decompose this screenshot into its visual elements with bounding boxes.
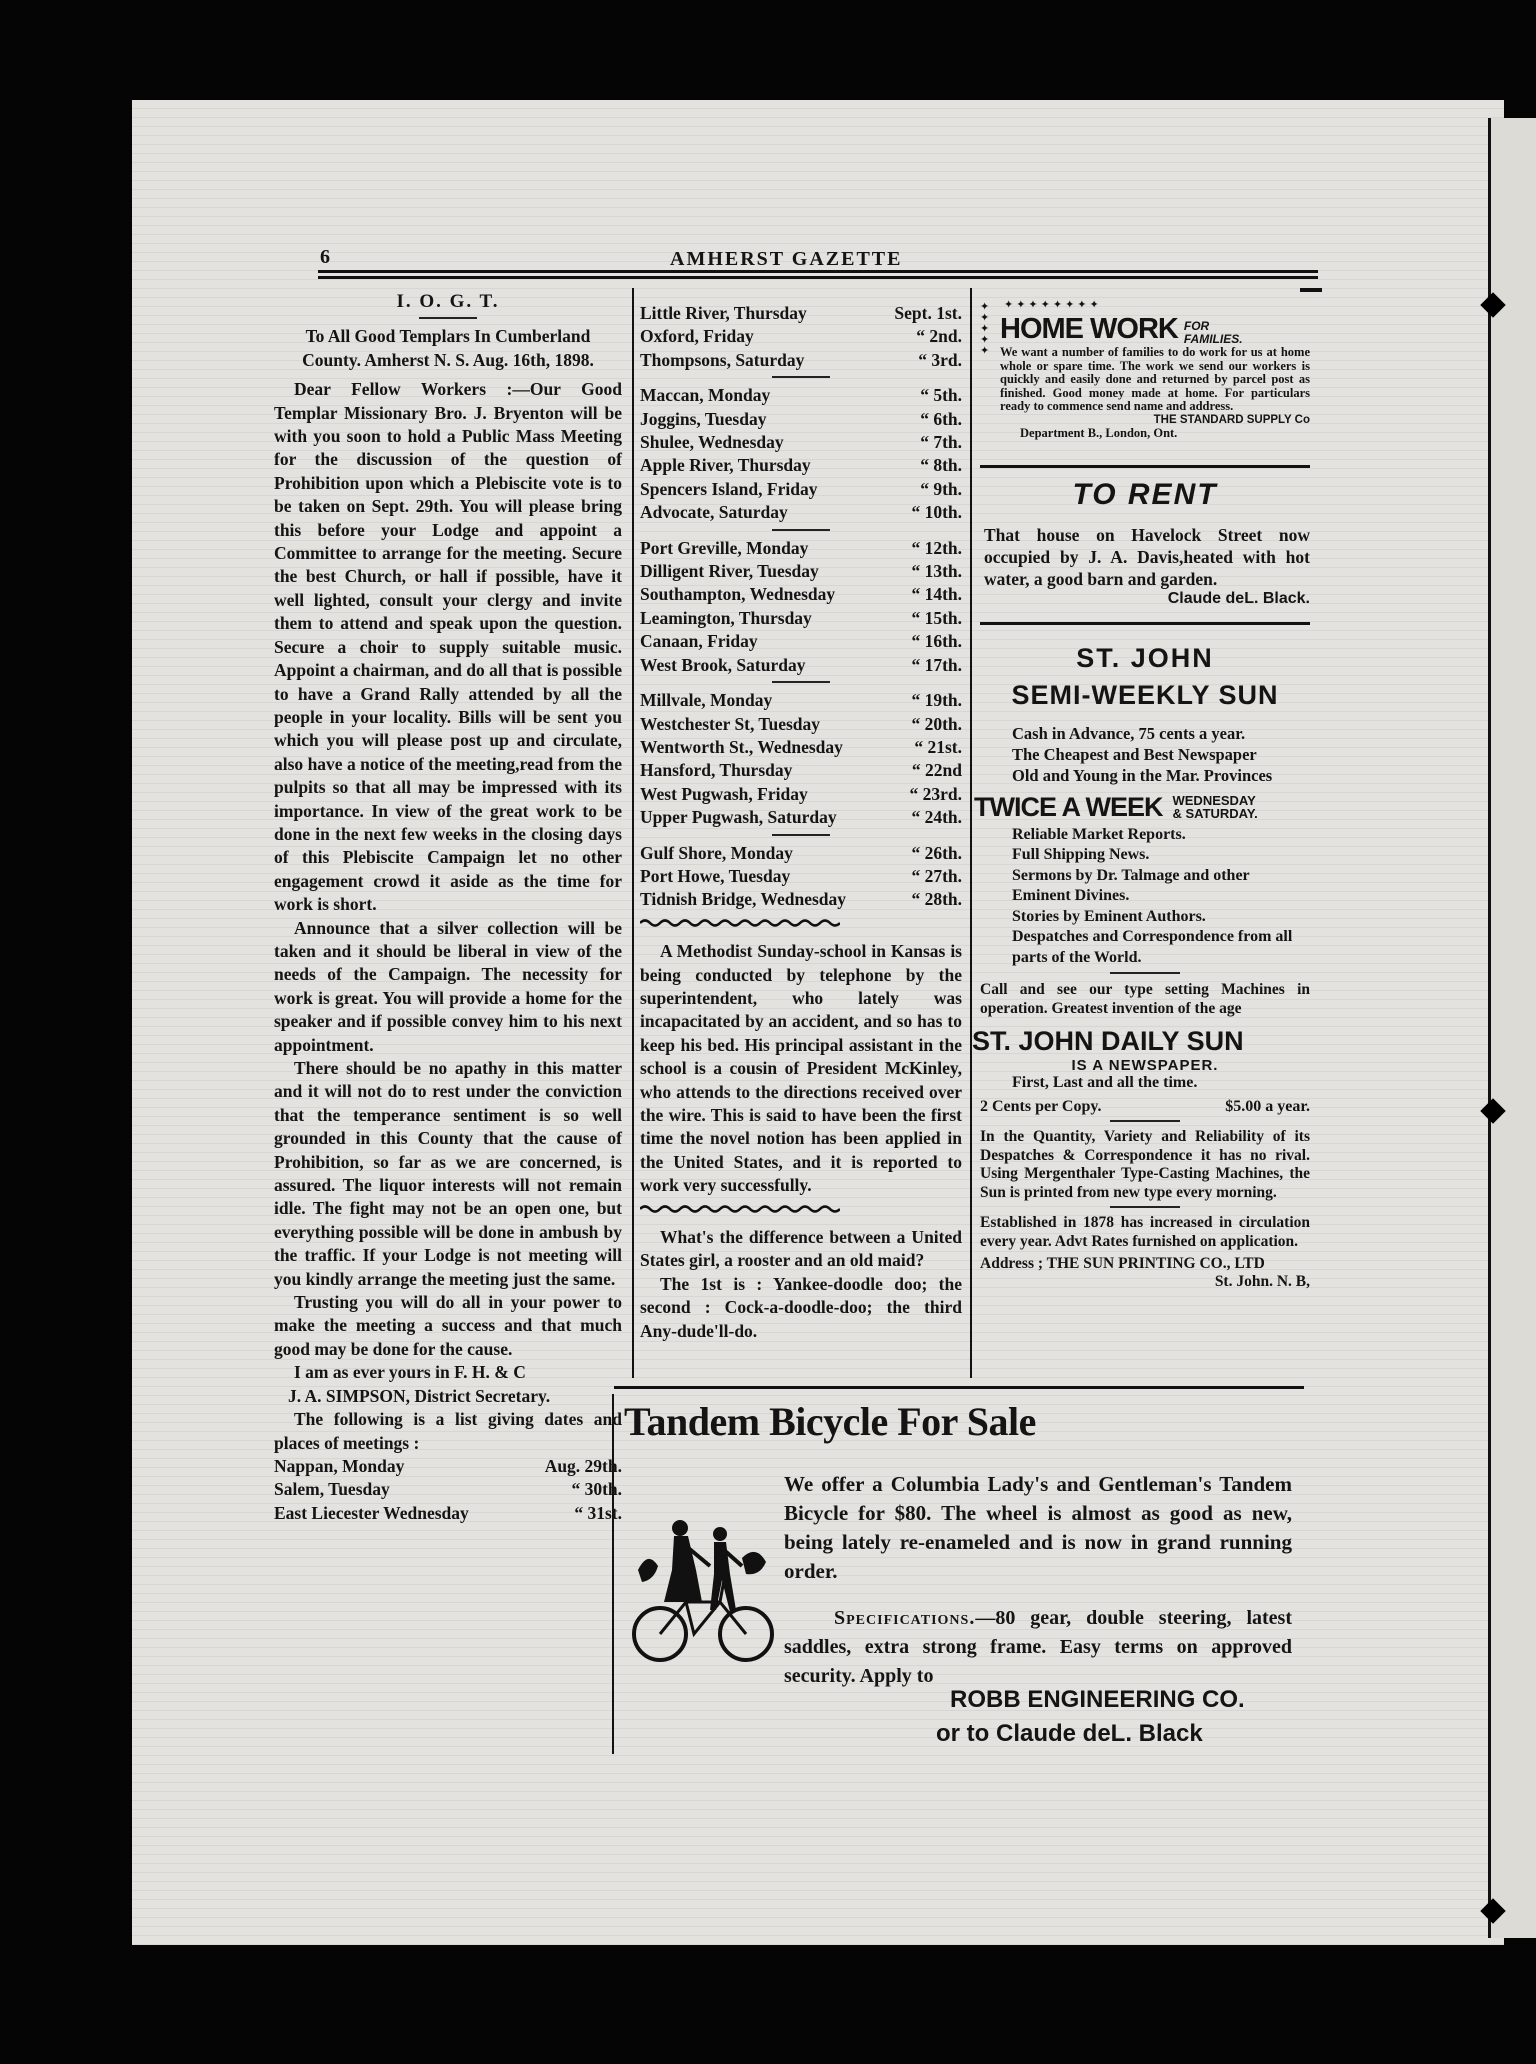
meeting-row xyxy=(640,454,962,477)
meeting-date: “ 15th. xyxy=(911,607,962,628)
meeting-row xyxy=(640,478,962,501)
iogt-closing: I am as ever yours in F. H. & C xyxy=(294,1362,526,1383)
meeting-place: Dilligent River, Tuesday xyxy=(640,561,819,582)
spec-text-part: —80 gear, double steering, latest saddles, extra strong frame. Easy terms on approved security. Apply to xyxy=(784,1607,1292,1687)
iogt-heading: I. O. G. T. xyxy=(396,291,500,312)
meeting-date: “ 30th. xyxy=(571,1479,622,1500)
sun-line: Cash in Advance, 75 cents a year. xyxy=(1012,723,1246,743)
meeting-date: “ 8th. xyxy=(920,455,962,476)
ornament-row: ✦✦✦✦✦✦✦✦ xyxy=(1004,299,1102,311)
price-per-year: $5.00 a year. xyxy=(1225,1098,1310,1115)
meeting-date: “ 21st. xyxy=(914,736,962,757)
meeting-place: Port Howe, Tuesday xyxy=(640,865,791,886)
iogt-article xyxy=(274,290,622,1525)
iogt-paragraph: Dear Fellow Workers :—Our Good Templar Missionary Bro. J. Bryenton will be with you soon to hold a Public Mass Meeting for the discussion of the question of Prohibition upon which a Plebiscite vote is to be taken on Sept. 29th. You will please bring this before your Lodge and appoint a Committee to arrange for the meeting. Secure the best Church, or hall if possible, have it well lighted, consult your clergy and invite them to attend and speak upon the question. Secure a choir to supply suitable music. Appoint a chairman, and do all that is possible to have a Grand Rally attended by all the people in your locality. Bills will be sent you which you will please post up and circulate, also have a notice of the meeting,read from the pulpits so that all may be impressed with its importance. In view of the great work to be done in the next few weeks in the closing days of this Plebiscite Campaign let no other engagement crowd it aside as the time for work is short. xyxy=(274,379,622,915)
separator xyxy=(772,681,830,683)
homework-for: FOR xyxy=(1183,319,1210,333)
meeting-place: Gulf Shore, Monday xyxy=(640,842,793,863)
daily-sun-prices xyxy=(980,1098,1310,1116)
meeting-schedule xyxy=(640,302,962,912)
meeting-row xyxy=(640,302,962,325)
meeting-place: Shulee, Wednesday xyxy=(640,432,784,453)
iogt-address: To All Good Templars In Cumberland County. Amherst N. S. Aug. 16th, 1898. xyxy=(302,326,594,370)
sun-feature: Reliable Market Reports. xyxy=(1012,825,1186,843)
daily-sun-line: First, Last and all the time. xyxy=(1012,1074,1198,1091)
wavy-separator xyxy=(640,918,840,928)
meeting-row xyxy=(640,806,962,829)
meeting-date: “ 23rd. xyxy=(909,783,962,804)
meeting-row xyxy=(640,583,962,606)
meeting-date: “ 2nd. xyxy=(916,326,962,347)
daily-sun-title: ST. JOHN DAILY SUN xyxy=(972,1026,1244,1056)
header-rule-end xyxy=(1300,288,1322,292)
tandem-bicycle-icon xyxy=(624,1510,784,1666)
wavy-separator xyxy=(640,1204,840,1214)
twice-a-week xyxy=(974,792,1310,823)
meeting-row xyxy=(640,501,962,524)
sun-address: Address ; THE SUN PRINTING CO., LTD xyxy=(980,1255,1265,1272)
meeting-row xyxy=(640,431,962,454)
bicycle-body: We offer a Columbia Lady's and Gentleman's Tandem Bicycle for $80. The wheel is almost as good as new, being lately re-enameled and is now in grand running order. xyxy=(784,1472,1292,1583)
meeting-place: Salem, Tuesday xyxy=(274,1479,390,1500)
meeting-place: Hansford, Thursday xyxy=(640,760,793,781)
twice-label: TWICE A WEEK xyxy=(974,791,1163,822)
meeting-place: Nappan, Monday xyxy=(274,1455,405,1476)
meeting-row xyxy=(640,384,962,407)
meeting-date: “ 26th. xyxy=(911,842,962,863)
meeting-row xyxy=(640,689,962,712)
separator xyxy=(1110,972,1180,974)
separator xyxy=(1110,1206,1180,1208)
homework-ad xyxy=(980,299,1310,441)
ornament-icon: ✦ ✦ ✦ ✦ ✦ xyxy=(980,301,990,357)
to-rent-title: TO RENT xyxy=(1072,477,1218,511)
meeting-row xyxy=(640,759,962,782)
meeting-place: West Brook, Saturday xyxy=(640,654,806,675)
bicycle-ad xyxy=(624,1398,1304,1758)
twice-saturday: & SATURDAY. xyxy=(1172,806,1258,821)
meeting-place: Tidnish Bridge, Wednesday xyxy=(640,889,847,910)
section-rule xyxy=(614,1386,1304,1389)
price-per-copy: 2 Cents per Copy. xyxy=(980,1098,1102,1115)
meeting-place: Little River, Thursday xyxy=(640,303,807,323)
sun-feature: Full Shipping News. xyxy=(1012,846,1150,863)
meeting-place: Maccan, Monday xyxy=(640,385,771,406)
iogt-list-intro: The following is a list giving dates and places of meetings : xyxy=(274,1409,622,1453)
meeting-row xyxy=(640,560,962,583)
meeting-row xyxy=(274,1502,622,1525)
meeting-place: Advocate, Saturday xyxy=(640,502,788,523)
meeting-date: “ 16th. xyxy=(911,631,962,652)
meeting-place: Apple River, Thursday xyxy=(640,455,811,476)
meeting-row xyxy=(640,408,962,431)
meeting-row xyxy=(640,537,962,560)
sun-feature: Sermons by Dr. Talmage and other Eminent Divines. xyxy=(1012,866,1250,904)
meeting-row xyxy=(640,325,962,348)
sun-established: Established in 1878 has increased in circulation every year. Advt Rates furnished on application. xyxy=(980,1214,1310,1250)
meeting-date: “ 13th. xyxy=(911,561,962,582)
meeting-row xyxy=(640,349,962,372)
separator xyxy=(772,834,830,836)
sun-features xyxy=(980,825,1310,969)
meeting-date: “ 31st. xyxy=(574,1502,622,1523)
meeting-date: “ 17th. xyxy=(911,654,962,675)
meeting-row xyxy=(640,607,962,630)
meeting-row xyxy=(640,888,962,911)
meeting-date: “ 28th. xyxy=(911,889,962,910)
separator xyxy=(1110,1120,1180,1122)
center-column xyxy=(640,302,962,1343)
header-rule xyxy=(318,270,1318,273)
meeting-row xyxy=(640,736,962,759)
meeting-row xyxy=(640,783,962,806)
homework-families: FAMILIES. xyxy=(1183,332,1243,346)
meeting-place: East Liecester Wednesday xyxy=(274,1502,469,1523)
meeting-date: “ 14th. xyxy=(911,584,962,605)
sun-feature: Stories by Eminent Authors. xyxy=(1012,907,1206,925)
sun-quality: In the Quantity, Variety and Reliability of its Despatches & Correspondence it has no rival. Using Mergenthaler Type-Casting Machines, the Sun is printed from new type every morning. xyxy=(980,1128,1310,1201)
sun-lines xyxy=(980,723,1310,786)
homework-title: HOME WORK xyxy=(1000,313,1178,345)
meeting-place: Upper Pugwash, Saturday xyxy=(640,807,837,828)
iogt-paragraph: There should be no apathy in this matter and it will not do to rest under the conviction that the temperance sentiment is so well grounded in this County that the cause of Prohibition, so far as we are concerned, is assured. The liquor interests will not remain idle. The fight may not be an open one, but everything possible will be done in ambush by the traffic. If your Lodge is not meeting will you kindly arrange the meeting just the same. xyxy=(274,1058,622,1289)
column-rule xyxy=(632,288,634,1378)
ad-rule xyxy=(980,465,1310,468)
meeting-place: Canaan, Friday xyxy=(640,631,758,652)
page-number: 6 xyxy=(320,246,330,268)
sun-title-1: ST. JOHN xyxy=(1076,642,1214,673)
meeting-place: West Pugwash, Friday xyxy=(640,783,808,804)
methodist-article: A Methodist Sunday-school in Kansas is being conducted by telephone by the superintendent, who lately was incapacitated by an accident, and so has to keep his bed. His principal assistant in the school is a cousin of President McKinley, who attends to the directions received over the wire. This is said to have been the first time the novel notion has been applied in the United States, and it is reported to work very successfully. xyxy=(640,941,962,1196)
meeting-row xyxy=(640,865,962,888)
twice-wednesday: WEDNESDAY xyxy=(1172,793,1256,808)
separator xyxy=(772,376,830,378)
bicycle-spec-first xyxy=(784,1604,1292,1691)
bicycle-contact-1: ROBB ENGINEERING CO. xyxy=(950,1686,1245,1713)
meeting-date: “ 5th. xyxy=(920,385,962,406)
meeting-place: Southampton, Wednesday xyxy=(640,584,836,605)
separator xyxy=(772,529,830,531)
meeting-place: Oxford, Friday xyxy=(640,326,754,347)
sun-line: The Cheapest and Best Newspaper xyxy=(1012,744,1257,764)
meeting-date: “ 24th. xyxy=(911,807,962,828)
meeting-row xyxy=(640,713,962,736)
riddle-answer: The 1st is : Yankee-doodle doo; the second : Cock-a-doodle-doo; the third Any-dude'll-do. xyxy=(640,1273,962,1341)
meeting-date: Sept. 1st. xyxy=(894,303,962,323)
sun-title-2: SEMI-WEEKLY SUN xyxy=(1011,679,1279,710)
sun-call: Call and see our type setting Machines in operation. Greatest invention of the age xyxy=(980,981,1310,1017)
separator xyxy=(419,317,477,319)
iogt-paragraph: Trusting you will do all in your power to make the meeting a success and that much good may be done for the cause. xyxy=(274,1292,622,1359)
meeting-date: “ 12th. xyxy=(911,537,962,558)
sun-line: Old and Young in the Mar. Provinces xyxy=(1012,765,1273,785)
adjacent-page-edge xyxy=(1488,118,1536,1938)
meeting-place: Westchester St, Tuesday xyxy=(640,713,821,734)
meeting-date: “ 20th. xyxy=(911,713,962,734)
meeting-date: “ 9th. xyxy=(920,478,962,499)
meeting-place: Millvale, Monday xyxy=(640,690,773,711)
meeting-place: Spencers Island, Friday xyxy=(640,478,818,499)
meeting-place: Leamington, Thursday xyxy=(640,607,812,628)
iogt-signature: J. A. SIMPSON, District Secretary. xyxy=(288,1385,551,1406)
meeting-date: “ 27th. xyxy=(911,865,962,886)
meeting-date: “ 22nd xyxy=(911,760,962,781)
meeting-row xyxy=(274,1478,622,1501)
meeting-date: “ 7th. xyxy=(920,432,962,453)
spec-label: Specifications. xyxy=(834,1607,976,1629)
meeting-date: Aug. 29th. xyxy=(544,1455,622,1476)
meeting-date: “ 6th. xyxy=(920,408,962,429)
bicycle-title: Tandem Bicycle For Sale xyxy=(624,1399,1036,1444)
homework-body: We want a number of families to do work for us at home whole or spare time. The work we send our workers is quickly and easily done and returned by parcel post as finished. Good money made at home. For particulars ready to commence send name and address. xyxy=(1000,345,1310,413)
to-rent-body: That house on Havelock Street now occupied by J. A. Davis,heated with hot water, a good barn and garden. xyxy=(984,524,1310,589)
meeting-place: Joggins, Tuesday xyxy=(640,408,767,429)
homework-company: THE STANDARD SUPPLY Co xyxy=(1153,413,1310,426)
meeting-row xyxy=(640,630,962,653)
ad-rule xyxy=(980,622,1310,625)
meeting-date: “ 10th. xyxy=(911,502,962,523)
iogt-paragraph: Announce that a silver collection will be taken and it should be liberal in view of the needs of the Campaign. The necessity for work is great. You will provide a home for the speaker and if possible convey him to his next appointment. xyxy=(274,917,622,1055)
ads-column xyxy=(972,299,1310,1291)
to-rent-signature: Claude deL. Black. xyxy=(1167,589,1310,607)
daily-sun-sub: IS A NEWSPAPER. xyxy=(1071,1057,1219,1074)
bicycle-contact-2: or to Claude deL. Black xyxy=(936,1720,1203,1747)
meeting-place: Wentworth St., Wednesday xyxy=(640,736,843,757)
meeting-row xyxy=(640,842,962,865)
meeting-row xyxy=(640,654,962,677)
meeting-row xyxy=(274,1455,622,1478)
header-rule xyxy=(318,276,1318,279)
meeting-date: “ 3rd. xyxy=(918,349,962,370)
meeting-place: Thompsons, Saturday xyxy=(640,349,805,370)
meeting-place: Port Greville, Monday xyxy=(640,537,809,558)
riddle-question: What's the difference between a United States girl, a rooster and an old maid? xyxy=(640,1227,962,1271)
masthead-title: AMHERST GAZETTE xyxy=(670,248,903,270)
sun-city: St. John. N. B, xyxy=(1214,1273,1310,1290)
column-rule xyxy=(970,288,972,1378)
meeting-date: “ 19th. xyxy=(911,690,962,711)
sun-feature: Despatches and Correspondence from all parts of the World. xyxy=(1012,928,1293,966)
homework-dept: Department B., London, Ont. xyxy=(1020,425,1178,440)
